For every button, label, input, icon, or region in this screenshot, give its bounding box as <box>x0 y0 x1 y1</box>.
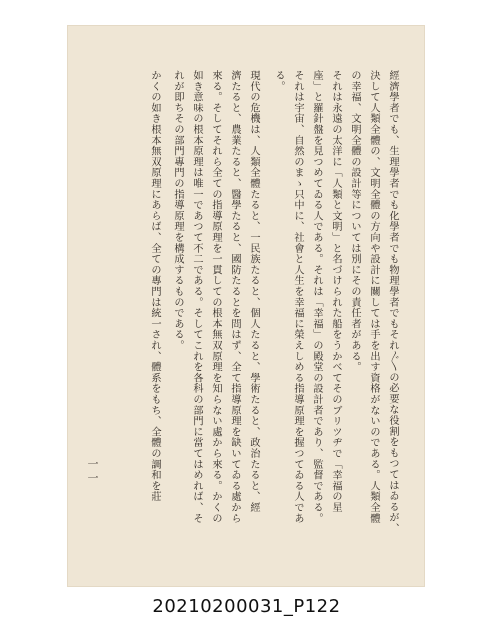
text-column-9: 濟たると、農業たると、醫學たると、國防たるとを問はず、全て指導原理を缺いてゐる處から <box>229 70 240 524</box>
text-column-13: かくの如き根本無双原理にあらば、全ての專門は統一され、體系をもち、全體の調和を莊 <box>149 70 160 502</box>
text-column-7: る。 <box>273 70 284 92</box>
text-column-11: 如き意味の根本原理は唯一であつて不二である。そしてこれを各科の部門に當てはめれば、そ <box>191 70 202 524</box>
text-column-10: 來る。そしてそれら全ての指導原理を一貫しての根本無双原理を知らない處から來る。かくの <box>210 70 221 524</box>
text-column-1: 經濟學者でも、生理學者でも化學者でも物理學者でもそれ〴〵の必要な役割をもつてはゐるが、 <box>387 70 398 534</box>
text-column-5: 座」と羅針盤を見つめてゐる人である。それは「幸福」の殿堂の設計者であり、監督である。 <box>311 70 322 524</box>
page-number: 一一 <box>86 458 99 486</box>
text-column-4: それは永遠の太洋に「人類と文明」と名づけられた船をうかべてそのブリツヂで「幸福の星 <box>330 70 341 513</box>
text-column-2: 決して人類全體の、文明全體の方向や設計に關しては手を出す資格がないのである。人類全體 <box>368 70 379 524</box>
image-caption: 20210200031_P122 <box>152 596 341 617</box>
text-column-8: 現代の危機は、人類全體たると、一民族たると、個人たると、學術たると、政治たると、經 <box>248 70 259 513</box>
document-page <box>68 26 424 586</box>
text-column-12: れが即ちその部門專門の指導原理を構成するものである。 <box>172 70 183 351</box>
text-column-3: の幸福、文明全體の設計等については別にその責任者がある。 <box>349 70 360 373</box>
text-column-6: それは宇宙、自然のまゝ只中に、社會と人生を幸福に榮えしめる指導原理を握つてゐる人であ <box>292 70 303 524</box>
